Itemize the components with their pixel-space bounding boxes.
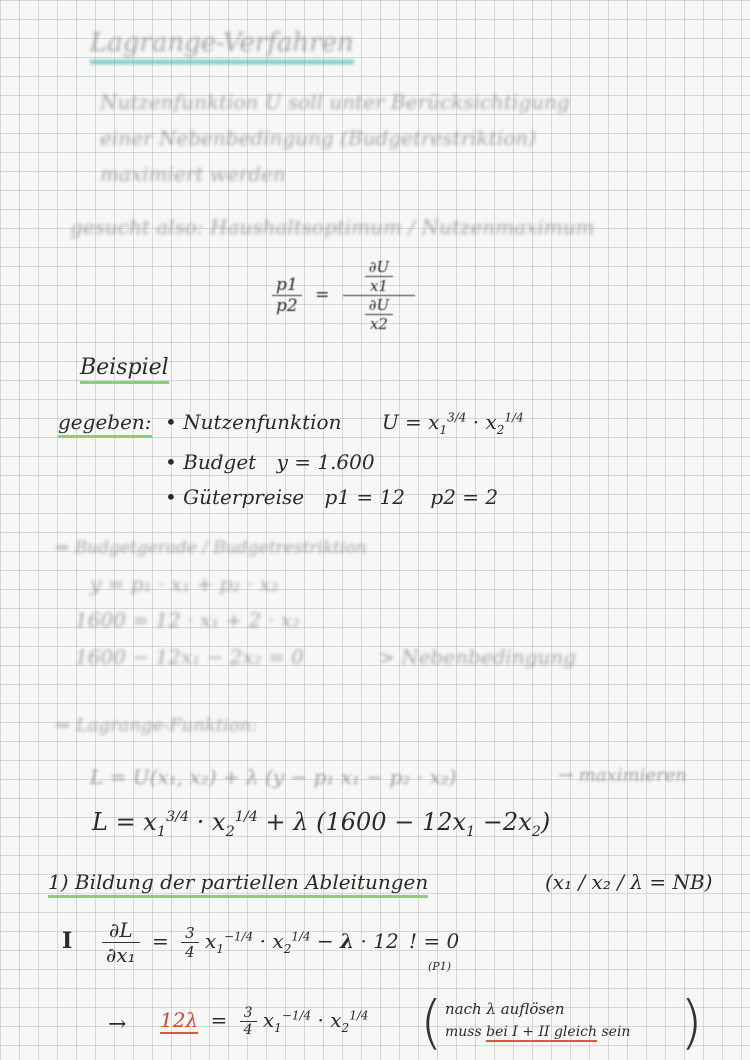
result-coef [240, 1005, 257, 1038]
budget-value: y = 1.600 [276, 450, 375, 474]
eq1-tail: ! = 0 [409, 929, 460, 953]
given-item-1 [165, 410, 524, 437]
price-ratio-num: p1 [272, 275, 302, 296]
result-coef-den: 4 [243, 1022, 253, 1038]
given-item-3-label: Güterpreise [183, 485, 305, 509]
eq1 [102, 918, 459, 967]
note-open-paren: ( [420, 988, 443, 1056]
marginal-ratio [343, 258, 415, 333]
bullet-3: • [165, 485, 184, 509]
result-rhs: $x_1^{-1/4} \cdot x_2^{1/4}$ [262, 1008, 369, 1035]
lagrange-specific: $L = x_1^{3/4} \cdot x_2^{1/4} + \lambda$ $(1600 - 12x_1 -2x_2)$ [92, 808, 551, 840]
title-text: Lagrange-Verfahren [90, 28, 354, 64]
step1-vars: (x₁ / x₂ / λ = NB) [545, 870, 713, 894]
optimum-eq: = [315, 285, 330, 305]
eq1-coef-num: 3 [181, 924, 199, 943]
mu1-num: ∂U [365, 258, 393, 277]
intro-line-2: einer Nebenbedingung (Budgetrestriktion) [100, 126, 536, 150]
given-item-1-label: Nutzenfunktion [183, 410, 342, 434]
eq1-coef [181, 924, 199, 961]
note-sein: sein [601, 1024, 631, 1040]
given-label-text: gegeben: [58, 410, 152, 438]
prices-value: p1 = 12 p2 = 2 [324, 485, 499, 509]
lagrange-heading: ⇒ Lagrange-Funktion: [55, 715, 258, 736]
bullet-1: • [165, 410, 184, 434]
budget-heading: ⇒ Budgetgerade / Budgetrestriktion [55, 538, 367, 558]
budget-annotation: > Nebenbedingung [378, 645, 577, 669]
intro-line-3: maximiert werden [100, 162, 286, 186]
partial-derivative [102, 918, 140, 967]
utility-function: $U = x_1^{3/4} \cdot x_2^{1/4}$ [381, 410, 524, 437]
result-note-line-1: nach λ auflösen [445, 1000, 565, 1018]
lagrange-general: L = U(x₁, x₂) + λ (y − p₁ x₁ − p₂ · x₂) [90, 765, 457, 789]
note-muss: muss [445, 1024, 482, 1040]
given-label [58, 410, 152, 434]
price-ratio-den: p2 [276, 296, 298, 316]
result-lhs: 12λ [160, 1008, 199, 1032]
result-note-line-2 [445, 1024, 630, 1040]
step1-heading-text: 1) Bildung der partiellen Ableitungen [48, 870, 428, 898]
result-coef-num: 3 [240, 1005, 257, 1022]
bullet-2: • [165, 450, 184, 474]
lagrange-general-note: → maximieren [558, 765, 687, 786]
eq1-equals: = [152, 929, 169, 953]
note-close-paren: ) [680, 988, 703, 1056]
step1-heading [48, 870, 428, 894]
eq1-coef-den: 4 [185, 943, 195, 961]
budget-line-2: 1600 = 12 · x₁ + 2 · x₂ [75, 608, 300, 632]
given-item-2-label: Budget [183, 450, 257, 474]
partial-num: ∂L [102, 918, 140, 943]
result-equals: = [210, 1008, 228, 1032]
mu2-den: x2 [369, 315, 388, 333]
intro-line-1: Nutzenfunktion U soll unter Berücksichtigung [100, 90, 570, 114]
example-heading [80, 355, 169, 380]
eq1-p-note: (P1) [428, 960, 451, 973]
partial-den: ∂x₁ [106, 943, 136, 967]
result-eq [160, 1005, 369, 1038]
sought-line: gesucht also: Haushaltsoptimum / Nutzenmaximum [70, 215, 595, 239]
note-bei-gleich: bei I + II gleich [486, 1024, 598, 1040]
budget-line-3: 1600 − 12x₁ − 2x₂ = 0 [75, 645, 304, 669]
given-item-3 [165, 485, 498, 509]
roman-one: I [62, 928, 73, 954]
result-arrow: → [108, 1012, 127, 1037]
page-title [90, 28, 354, 58]
example-heading-text: Beispiel [80, 355, 169, 384]
optimum-condition [272, 258, 415, 333]
price-ratio [272, 275, 302, 316]
given-item-2 [165, 450, 375, 474]
mu2-num: ∂U [365, 296, 393, 315]
budget-line-1: y = p₁ · x₁ + p₂ · x₂ [90, 572, 279, 596]
mu1-den: x1 [369, 277, 388, 295]
eq1-rest: $x_1^{-1/4} \cdot x_2^{1/4} - \lambda \cdot 12$ [205, 929, 399, 956]
